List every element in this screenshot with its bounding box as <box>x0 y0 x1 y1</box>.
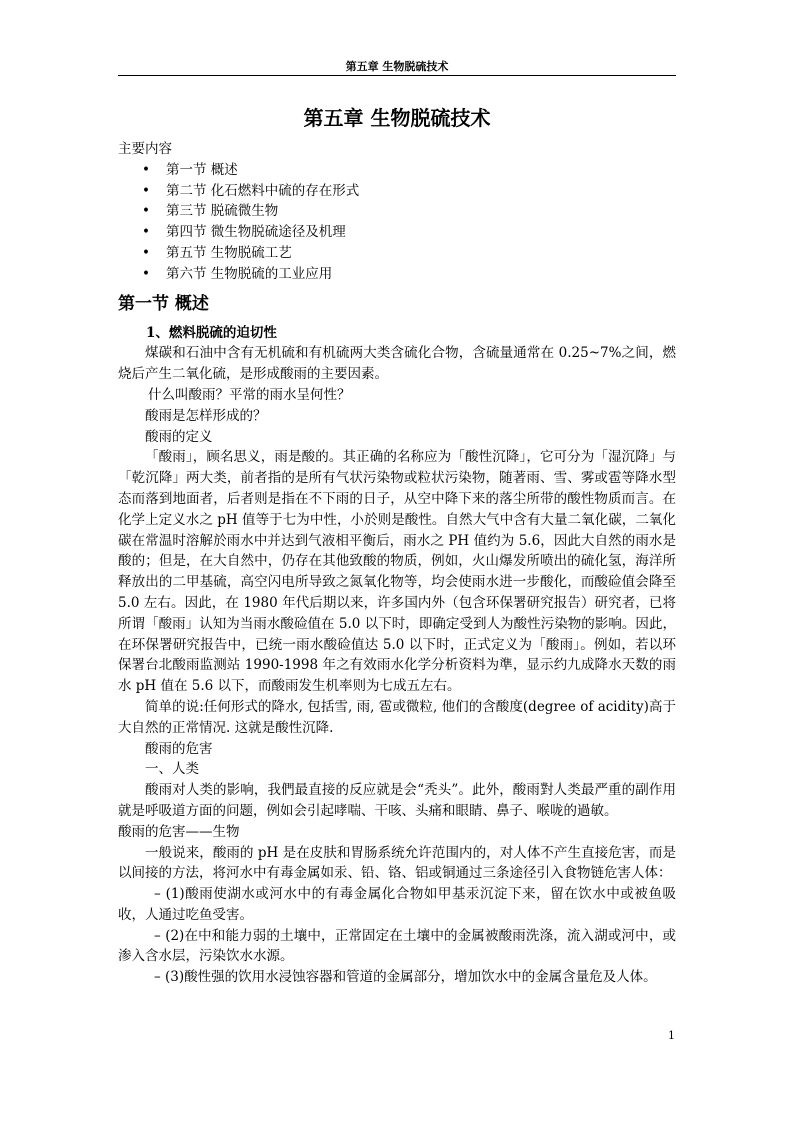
chapter-title: 第五章 生物脱硫技术 <box>303 106 491 130</box>
bullet-icon: • <box>142 224 150 241</box>
toc-heading: 主要内容 <box>118 141 172 157</box>
question-text: 酸雨是怎样形成的？ <box>145 407 267 424</box>
harm-heading: 酸雨的危害 <box>145 740 213 757</box>
toc-item-label: 第六节 生物脱硫的工业应用 <box>166 265 333 282</box>
toc-item <box>118 243 676 264</box>
pathway-item: – (1)酸雨使湖水或河水中的有毒金属化合物如甲基汞沉淀下来，留在饮水中或被鱼吸收，人通过吃鱼受害。 <box>118 886 676 923</box>
section-heading: 第一节 概述 <box>118 293 209 314</box>
toc-list <box>118 160 676 285</box>
toc-item-label: 第三节 脱硫微生物 <box>166 203 279 220</box>
toc-item <box>118 222 676 243</box>
toc-item-label: 第二节 化石燃料中硫的存在形式 <box>166 182 360 199</box>
bullet-icon: • <box>142 203 150 220</box>
bio-heading: 酸雨的危害——生物 <box>118 823 240 840</box>
paragraph-summary: 简单的说:任何形式的降水, 包括雪, 雨, 雹或微粒, 他们的含酸度(degree of acidity)高于大自然的正常情况. 这就是酸性沉降. <box>118 698 676 736</box>
paragraph-definition: 「酸雨」，顾名思义，雨是酸的。其正确的名称应为「酸性沉降」，它可分为「湿沉降」与「乾沉降」两大类，前者指的是所有气状污染物或粒状污染物，随著雨、雪、雾或雹等降水型态而落到地面者，后者则是指在不下雨的日子，从空中降下来的落尘所带的酸性物质而言。在化学上定义水之 pH 值等于七为中性，小於则是酸性。自然大气中含有大量二氧化碳，二氧化碳在常温时溶解於雨水中并达到气液相平衡后，雨水之 PH 值约为 5.6，因此大自然的雨水是酸的；但是，在大自然中，仍存在其他致酸的物质，例如，火山爆发所喷出的硫化氢，海洋所释放出的二甲基硫，高空闪电所导致之氮氧化物等，均会使雨水进一步酸化，而酸硷值会降至 5.0 左右。因此，在 1980 年代后期以来，许多国内外（包含环保署研究报告）研究者，已将所谓「酸雨」认知为当雨水酸硷值在 5.0 以下时，即确定受到人为酸性污染物的影响。因此，在环保署研究报告中，已统一雨水酸硷值达 5.0 以下时，正式定义为「酸雨」。例如，若以环保署台北酸雨监测站 1990-1998 年之有效雨水化学分析资料为準，显示约九成降水天数的雨水 pH 值在 5.6 以下，而酸雨发生机率则为七成五左右。 <box>118 449 676 695</box>
bullet-icon: • <box>142 161 150 178</box>
paragraph-human: 酸雨对人类的影响，我們最直接的反应就是会“秃头”。此外，酸雨對人类最严重的副作用就是呼吸道方面的问题，例如会引起哮喘、干咳、头痛和眼睛、鼻子、喉咙的過敏。 <box>118 782 676 819</box>
paragraph-bio: 一般说来，酸雨的 pH 是在皮肤和胃肠系统允许范围内的，对人体不产生直接危害，而是以间接的方法，将河水中有毒金属如汞、铅、铬、铝或铜通过三条途径引入食物链危害人体： <box>118 844 676 882</box>
page-number: 1 <box>668 1029 675 1042</box>
toc-item-label: 第五节 生物脱硫工艺 <box>166 244 292 261</box>
toc-item-label: 第一节 概述 <box>166 161 238 178</box>
paragraph-intro: 煤碳和石油中含有无机硫和有机硫两大类含硫化合物，含硫量通常在 0.25~7%之间，燃烧后产生二氧化硫，是形成酸雨的主要因素。 <box>118 345 676 383</box>
toc-item <box>118 264 676 285</box>
question-text: 什么叫酸雨？平常的雨水呈何性？ <box>148 386 351 403</box>
subsection-heading: 1、燃料脱硫的迫切性 <box>146 324 277 341</box>
toc-item <box>118 181 676 202</box>
page-body <box>118 104 676 988</box>
toc-item <box>118 160 676 181</box>
pathway-item: – (2)在中和能力弱的土壤中，正常固定在土壤中的金属被酸雨洗涤，流入湖或河中，或渗入含水层，污染饮水水源。 <box>118 927 676 965</box>
human-heading: 一、人类 <box>145 761 199 778</box>
toc-item <box>118 201 676 222</box>
running-header: 第五章 生物脱硫技术 <box>345 60 449 73</box>
toc-item-label: 第四节 微生物脱硫途径及机理 <box>166 224 346 241</box>
bullet-icon: • <box>142 244 150 261</box>
pathway-item: – (3)酸性强的饮用水浸蚀容器和管道的金属部分，增加饮水中的金属含量危及人体。 <box>154 969 657 986</box>
bullet-icon: • <box>142 265 150 282</box>
definition-heading: 酸雨的定义 <box>145 428 213 445</box>
bullet-icon: • <box>142 182 150 199</box>
header-rule <box>118 75 676 76</box>
